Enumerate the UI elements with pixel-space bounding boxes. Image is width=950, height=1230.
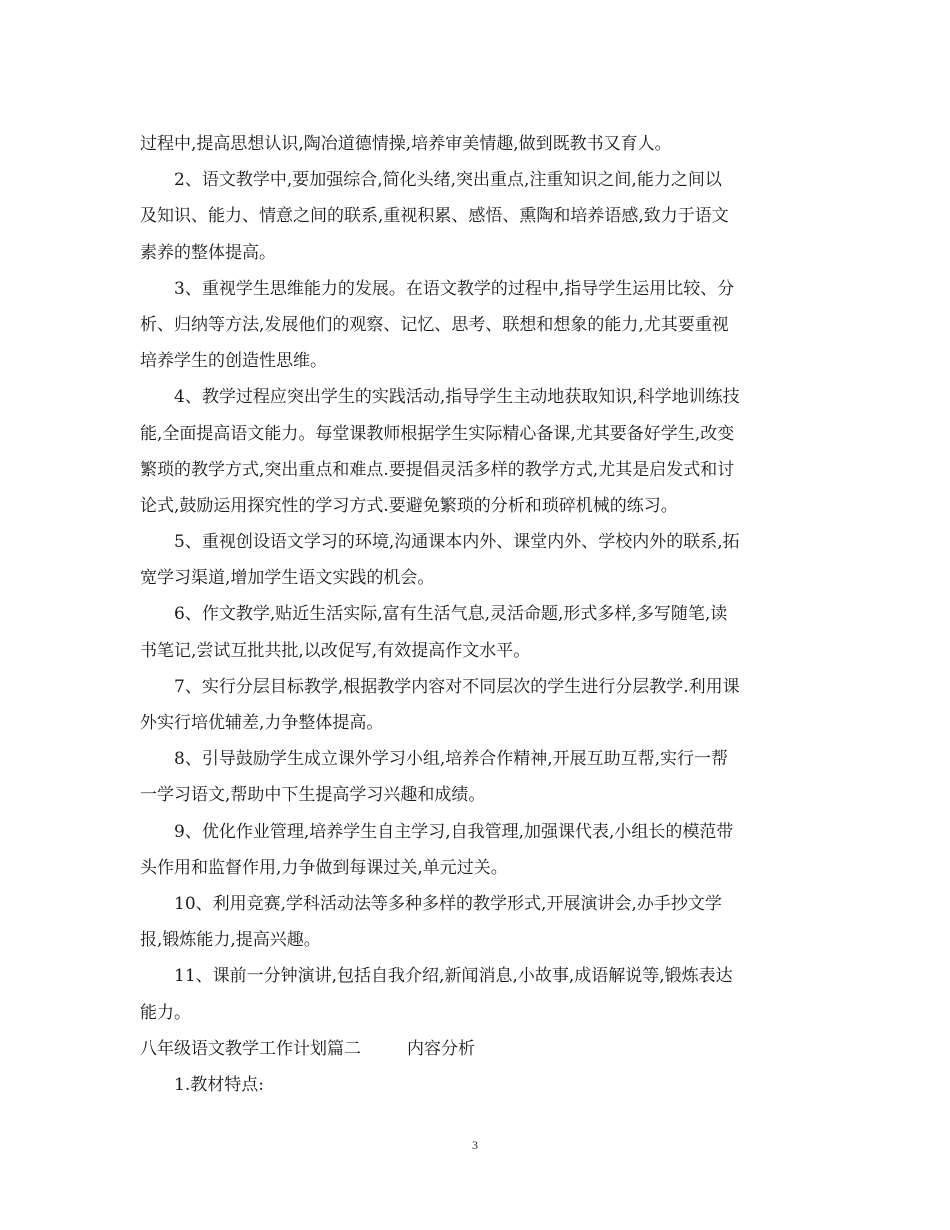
text-line: 能,全面提高语文能力。每堂课教师根据学生实际精心备课,尤其要备好学生,改变 — [140, 423, 735, 444]
section-heading — [140, 1031, 812, 1067]
text-line: 书笔记,尝试互批共批,以改促写,有效提高作文水平。 — [140, 640, 531, 661]
paragraph-item-5: 5、重视创设语文学习的环境,沟通课本内外、课堂内外、学校内外的联系,拓 — [174, 532, 740, 553]
paragraph-item-9: 9、优化作业管理,培养学生自主学习,自我管理,加强课代表,小组长的模范带 — [174, 821, 734, 842]
paragraph-item-2: 2、语文教学中,要加强综合,简化头绪,突出重点,注重知识之间,能力之间以 — [174, 170, 722, 191]
paragraph-item-4: 4、教学过程应突出学生的实践活动,指导学生主动地获取知识,科学地训练技 — [174, 387, 740, 408]
paragraph-item-11: 11、课前一分钟演讲,包括自我介绍,新闻消息,小故事,成语解说等,锻炼表达 — [174, 966, 733, 987]
text-line: 论式,鼓励运用探究性的学习方式.要避免繁琐的分析和琐碎机械的练习。 — [140, 495, 678, 516]
text-line: 过程中,提高思想认识,陶冶道德情操,培养审美情趣,做到既教书又育人。 — [140, 134, 672, 154]
text-line: 能力。 — [140, 1002, 191, 1023]
paragraph-item-6: 6、作文教学,贴近生活实际,富有生活气息,灵活命题,形式多样,多写随笔,读 — [174, 604, 728, 625]
text-line: 培养学生的创造性思维。 — [140, 351, 327, 372]
paragraph-item-8: 8、引导鼓励学生成立课外学习小组,培养合作精神,开展互助互帮,实行一帮 — [174, 749, 729, 770]
text-line: 析、归纳等方法,发展他们的观察、记忆、思考、联想和想象的能力,尤其要重视 — [140, 314, 729, 335]
page-number: 3 — [472, 1138, 478, 1152]
text-line: 一学习语文,帮助中下生提高学习兴趣和成绩。 — [140, 785, 486, 806]
paragraph-item-7: 7、实行分层目标教学,根据教学内容对不同层次的学生进行分层教学.利用课 — [174, 676, 740, 697]
document-body — [140, 126, 812, 1103]
text-line: 宽学习渠道,增加学生语文实践的机会。 — [140, 568, 435, 589]
sub-item-heading: 1.教材特点: — [174, 1074, 264, 1095]
text-line: 外实行培优辅差,力争整体提高。 — [140, 713, 384, 733]
text-line: 繁琐的教学方式,突出重点和难点.要提倡灵活多样的教学方式,尤其是启发式和讨 — [140, 459, 735, 480]
text-line: 素养的整体提高。 — [140, 242, 276, 263]
section-heading-title: 八年级语文教学工作计划篇二 — [140, 1038, 361, 1059]
paragraph-item-10: 10、利用竞赛,学科活动法等多种多样的教学形式,开展演讲会,办手抄文学 — [174, 893, 722, 914]
section-heading-subtitle: 内容分析 — [407, 1038, 475, 1059]
text-line: 及知识、能力、情意之间的联系,重视积累、感悟、熏陶和培养语感,致力于语文 — [140, 206, 729, 227]
paragraph-item-3: 3、重视学生思维能力的发展。在语文教学的过程中,指导学生运用比较、分 — [174, 278, 735, 299]
text-line: 头作用和监督作用,力争做到每课过关,单元过关。 — [140, 857, 508, 878]
text-line: 报,锻炼能力,提高兴趣。 — [140, 930, 321, 951]
